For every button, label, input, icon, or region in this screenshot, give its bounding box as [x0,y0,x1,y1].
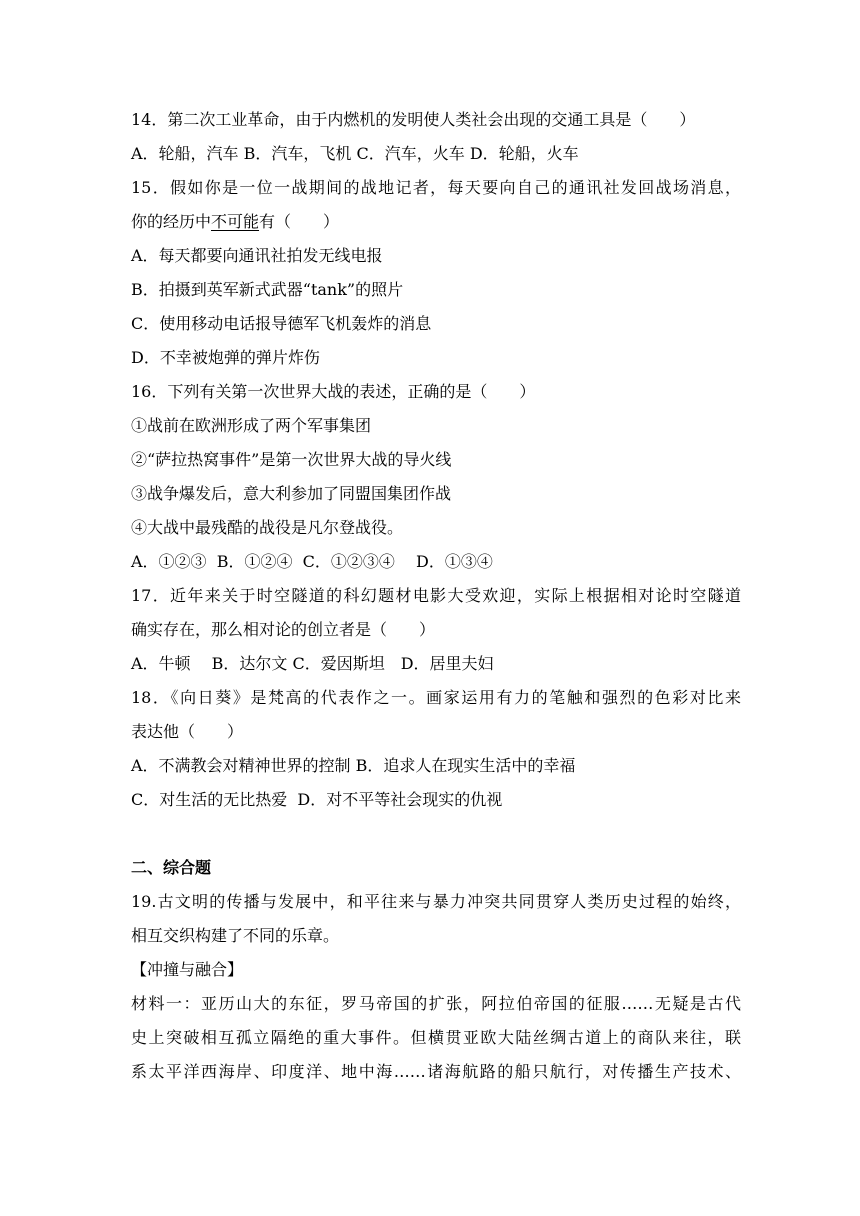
q15-option-d: D．不幸被炮弹的弹片炸伤 [131,348,320,367]
q19-material-line2: 史上突破相互孤立隔绝的重大事件。但横贯亚欧大陆丝绸古道上的商队来往，联 [131,1028,741,1047]
q14-options: A．轮船，汽车 B．汽车，飞机 C．汽车，火车 D．轮船，火车 [131,144,579,163]
q18-stem-line1: 18．《向日葵》是梵高的代表作之一。画家运用有力的笔触和强烈的色彩对比来 [131,688,741,707]
q15-stem-pre: 你的经历中 [131,212,212,231]
q17-stem-line2: 确实存在，那么相对论的创立者是（ ） [131,620,436,639]
q15-stem-post: 有（ ） [259,212,340,231]
q18-options-line1: A．不满教会对精神世界的控制 B．追求人在现实生活中的幸福 [131,756,576,775]
q19-subheading: 【冲撞与融合】 [131,960,244,979]
q19-stem-line1: 19.古文明的传播与发展中，和平往来与暴力冲突共同贯穿人类历史过程的始终， [131,892,741,911]
section-heading: 二、综合题 [131,858,212,877]
q18-stem-line2: 表达他（ ） [131,722,244,741]
q16-item2: ②“萨拉热窝事件”是第一次世界大战的导火线 [131,450,452,469]
q17-stem-line1: 17．近年来关于时空隧道的科幻题材电影大受欢迎，实际上根据相对论时空隧道 [131,586,741,605]
q16-item4: ④大战中最残酷的战役是凡尔登战役。 [131,518,404,537]
q15-stem-line2 [131,211,741,233]
q19-material-line3: 系太平洋西海岸、印度洋、地中海……诸海航路的船只航行，对传播生产技术、 [131,1062,741,1081]
q17-options: A．牛顿 B．达尔文 C．爱因斯坦 D．居里夫妇 [131,654,494,673]
q15-stem-line1: 15．假如你是一位一战期间的战地记者，每天要向自己的通讯社发回战场消息， [131,178,741,197]
q16-stem: 16．下列有关第一次世界大战的表述，正确的是（ ） [131,382,536,401]
q15-option-c: C．使用移动电话报导德军飞机轰炸的消息 [131,314,432,333]
q15-option-a: A．每天都要向通讯社拍发无线电报 [131,246,383,265]
q18-options-line2: C．对生活的无比热爱 D．对不平等社会现实的仇视 [131,790,503,809]
q16-item1: ①战前在欧洲形成了两个军事集团 [131,416,372,435]
q15-option-b: B．拍摄到英军新式武器“tank”的照片 [131,280,404,299]
q19-material-line1: 材料一：亚历山大的东征，罗马帝国的扩张，阿拉伯帝国的征服……无疑是古代 [131,994,741,1013]
q16-item3: ③战争爆发后，意大利参加了同盟国集团作战 [131,484,452,503]
q15-stem-underlined: 不可能 [211,212,260,231]
q19-stem-line2: 相互交织构建了不同的乐章。 [131,926,340,945]
q16-options: A．①②③ B．①②④ C．①②③④ D．①③④ [131,552,493,571]
q14-stem: 14．第二次工业革命，由于内燃机的发明使人类社会出现的交通工具是（ ） [131,110,696,129]
